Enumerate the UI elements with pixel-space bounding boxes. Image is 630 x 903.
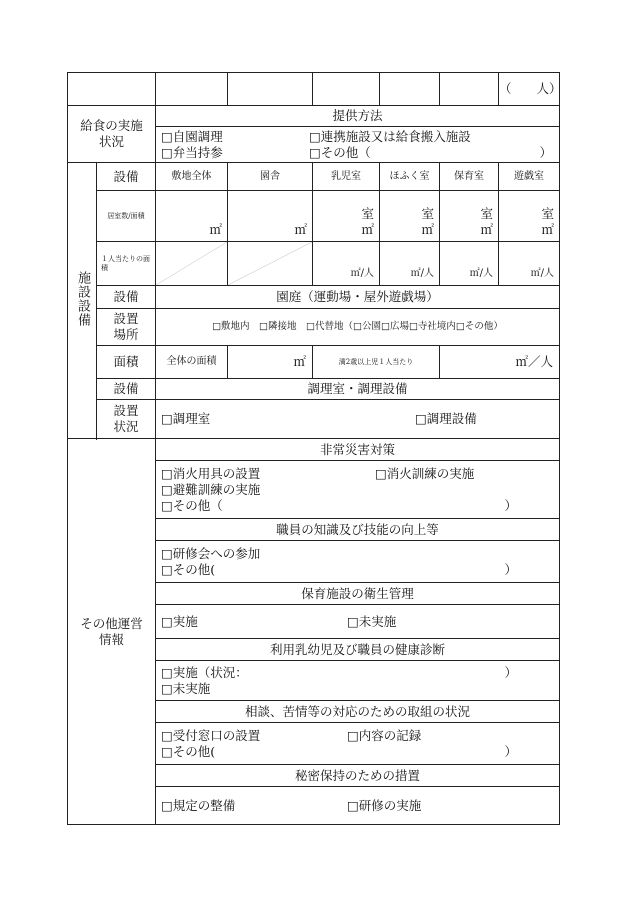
- unit-m2: ㎡: [541, 222, 554, 237]
- skill-header: 職員の知識及び技能の向上等: [156, 519, 560, 541]
- facility-section-label: [68, 163, 97, 439]
- crawl-room-cell: [380, 191, 440, 242]
- health-options-cell: [156, 661, 560, 701]
- facility-equip-row: [68, 163, 560, 191]
- unit-m2: ㎡: [361, 222, 374, 237]
- total-area-label: 全体の面積: [156, 346, 228, 379]
- top-cell-label: [68, 73, 156, 106]
- infant-room-cell: [313, 191, 380, 242]
- kitchen-equip-label: 設備: [97, 379, 156, 400]
- unit-room: 室: [361, 206, 374, 221]
- top-row: [68, 73, 560, 106]
- unit-room: 室: [421, 206, 434, 221]
- yard-equip-label: 設備: [97, 286, 156, 309]
- secret-opt-training: □研修の実施: [347, 797, 422, 813]
- consult-options-cell: [156, 723, 560, 765]
- unit-m2: ㎡: [421, 222, 434, 237]
- kitchen-status-row: [68, 400, 560, 439]
- meal-opt-self: □自園調理: [161, 128, 223, 144]
- kitchen-opt-equipment: □調理設備: [415, 411, 477, 426]
- location-row: [68, 309, 560, 346]
- secret-options-cell: [156, 787, 560, 825]
- meal-label: 給食の実施状況: [68, 106, 156, 163]
- over2-area-value: ㎡／人: [440, 346, 560, 379]
- skill-opt-other-close: ）: [504, 561, 517, 577]
- health-opt-close: ）: [504, 664, 517, 680]
- yard-header: 園庭（運動場・屋外遊戯場）: [156, 286, 560, 309]
- kitchen-status-label: 設置状況: [97, 400, 156, 439]
- meal-header-row: [68, 106, 560, 127]
- play-room-cell: [499, 191, 560, 242]
- building-per-person-cell: [228, 242, 313, 286]
- diagonal-line: [156, 242, 227, 285]
- form-table: [67, 72, 560, 825]
- secret-header: 秘密保持のための措置: [156, 765, 560, 787]
- disaster-opt-other: □その他（: [161, 497, 223, 513]
- other-section-label: その他運営情報: [68, 439, 156, 825]
- health-header: 利用乳幼児及び職員の健康診断: [156, 639, 560, 661]
- per-person-label: １人当たりの面積: [97, 242, 156, 286]
- meal-opt-bento: □弁当持参: [161, 144, 223, 160]
- facility-section-text: 施設設備: [75, 270, 90, 327]
- meal-method-header: 提供方法: [156, 106, 560, 127]
- unit-room: 室: [480, 206, 493, 221]
- col-crawl-room: ほふく室: [380, 163, 440, 191]
- kitchen-status-cell: [156, 400, 560, 439]
- unit-m2-person: ㎡/人: [530, 268, 554, 279]
- col-play-room: 遊戯室: [499, 163, 560, 191]
- building-area-cell: [228, 191, 313, 242]
- unit-m2-person: ㎡/人: [350, 268, 374, 279]
- top-cell-5: [440, 73, 499, 106]
- play-per-person-cell: [499, 242, 560, 286]
- consult-opt-other: □その他(: [161, 743, 216, 759]
- disaster-opt-evacuation: □避難訓練の実施: [161, 481, 261, 497]
- hygiene-opt-done: □実施: [161, 613, 198, 629]
- consult-opt-record: □内容の記録: [347, 727, 422, 743]
- consult-opt-desk: □受付窓口の設置: [161, 727, 261, 743]
- total-area-value: ㎡: [228, 346, 313, 379]
- secret-opt-rules: □規定の整備: [161, 797, 236, 813]
- consult-header: 相談、苦情等の対応のための取組の状況: [156, 701, 560, 723]
- consult-opt-other-close: ）: [504, 743, 517, 759]
- location-options: □敷地内 □隣接地 □代替地（□公園□広場□寺社境内□その他）: [156, 309, 560, 346]
- room-area-label: 居室数/面積: [97, 191, 156, 242]
- meal-opt-other-close: ）: [539, 144, 552, 160]
- top-cell-1: [156, 73, 228, 106]
- room-area-row: [68, 191, 560, 242]
- hygiene-header: 保育施設の衛生管理: [156, 583, 560, 605]
- unit-m2-person: ㎡/人: [469, 268, 493, 279]
- unit-m2: ㎡: [209, 222, 222, 237]
- col-site: 敷地全体: [156, 163, 228, 191]
- top-cell-2: [228, 73, 313, 106]
- disaster-opt-fire-drill: □消火訓練の実施: [375, 465, 475, 481]
- area-row: [68, 346, 560, 379]
- site-area-cell: [156, 191, 228, 242]
- col-building: 園舎: [228, 163, 313, 191]
- hygiene-options-cell: [156, 605, 560, 639]
- kitchen-opt-room: □調理室: [161, 411, 211, 426]
- unit-m2: ㎡: [480, 222, 493, 237]
- col-nursery-room: 保育室: [440, 163, 499, 191]
- meal-options-cell: [156, 127, 560, 163]
- people-count-cell: （ 人）: [499, 73, 560, 106]
- site-per-person-cell: [156, 242, 228, 286]
- facility-report-form: [67, 72, 562, 825]
- nursery-per-person-cell: [440, 242, 499, 286]
- top-cell-4: [380, 73, 440, 106]
- infant-per-person-cell: [313, 242, 380, 286]
- area-label: 面積: [97, 346, 156, 379]
- skill-opt-other: □その他(: [161, 561, 216, 577]
- equip-label: 設備: [97, 163, 156, 191]
- per-person-row: [68, 242, 560, 286]
- kitchen-header: 調理室・調理設備: [156, 379, 560, 400]
- health-opt-not-done: □未実施: [161, 680, 211, 696]
- diagonal-line: [228, 242, 312, 285]
- disaster-header: 非常災害対策: [156, 439, 560, 461]
- kitchen-header-row: [68, 379, 560, 400]
- nursery-room-cell: [440, 191, 499, 242]
- top-cell-3: [313, 73, 380, 106]
- yard-header-row: [68, 286, 560, 309]
- unit-m2: ㎡: [294, 222, 307, 237]
- disaster-opt-extinguisher: □消火用具の設置: [161, 465, 261, 481]
- col-infant-room: 乳児室: [313, 163, 380, 191]
- location-label: 設置場所: [97, 309, 156, 346]
- unit-m2-person: ㎡/人: [410, 268, 434, 279]
- meal-opt-other: □その他（: [309, 144, 371, 160]
- unit-room: 室: [541, 206, 554, 221]
- crawl-per-person-cell: [380, 242, 440, 286]
- hygiene-opt-not-done: □未実施: [347, 613, 397, 629]
- disaster-header-row: [68, 439, 560, 461]
- disaster-options-cell: [156, 461, 560, 519]
- over2-area-label: 満2歳以上児１人当たり: [313, 346, 440, 379]
- skill-options-cell: [156, 541, 560, 583]
- skill-opt-training: □研修会への参加: [161, 545, 261, 561]
- disaster-opt-other-close: ）: [504, 497, 517, 513]
- health-opt-done: □実施（状況：: [161, 664, 248, 680]
- meal-opt-partner: □連携施設又は給食搬入施設: [309, 128, 471, 144]
